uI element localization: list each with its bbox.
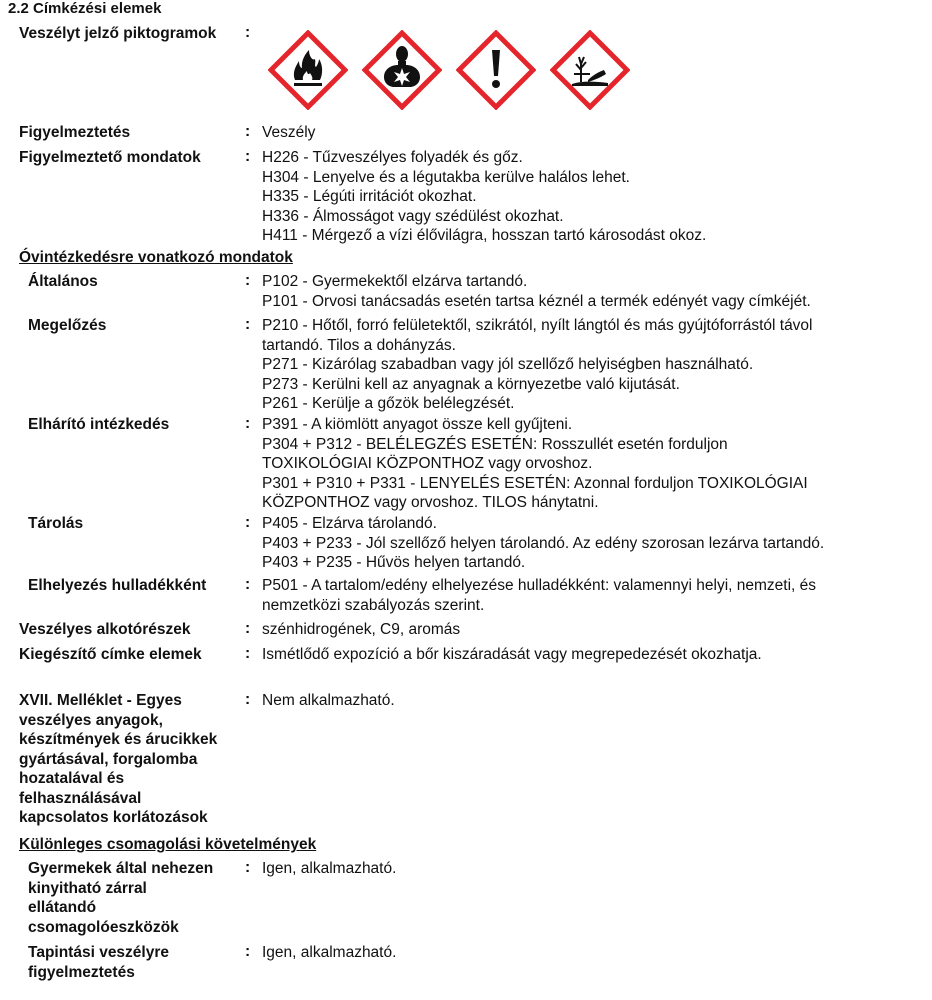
signal-word-label: Figyelmeztetés [19,124,131,141]
signal-word-value: Veszély [262,124,316,141]
general-colon: : [245,272,251,289]
precautionary-statement: P101 - Orvosi tanácsadás esetén tartsa kéznél a termék edényét vagy címkéjét. [262,292,811,310]
pictograms-label: Veszélyt jelző piktogramok [19,25,217,42]
health-hazard-icon [362,30,442,110]
prevention-label: Megelőzés [28,317,107,334]
general-label: Általános [28,273,98,290]
supplemental-label: Kiegészítő címke elemek [19,646,202,663]
precautionary-statement: P391 - A kiömlött anyagot össze kell gyűjteni. [262,416,573,433]
precautionary-statement: P501 - A tartalom/edény elhelyezése hulladékként: valamennyi helyi, nemzeti, és [262,577,817,594]
precautionary-statement: P271 - Kizárólag szabadban vagy jól szellőző helyiségben használható. [262,356,754,373]
precautionary-statement: P405 - Elzárva tárolandó. [262,515,437,532]
disposal-colon: : [245,576,251,593]
prevention-colon: : [245,316,251,333]
response-label: Elhárító intézkedés [28,416,170,433]
storage-label: Tárolás [28,515,84,532]
packaging-heading: Különleges csomagolási követelmények [19,836,317,853]
hazard-statement: H336 - Álmosságot vagy szédülést okozhat. [262,207,564,225]
disposal-statements [262,576,816,615]
general-statements [262,272,811,311]
tactile-warning-value: Igen, alkalmazható. [262,944,397,961]
signal-word-colon: : [245,123,251,140]
exclamation-mark-icon [456,30,536,110]
environment-icon [550,30,630,110]
precautionary-statement: P102 - Gyermekektől elzárva tartandó. [262,273,528,290]
hazard-statements-label: Figyelmeztető mondatok [19,149,201,166]
precautionary-statement: KÖZPONTHOZ vagy orvoshoz. TILOS hánytatni. [262,494,599,511]
hazardous-components-label: Veszélyes alkotórészek [19,621,191,638]
pictograms-colon: : [245,24,251,41]
annex-xvii-colon: : [245,691,251,708]
hazardous-components-colon: : [245,620,251,637]
tactile-warning-label: Tapintási veszélyre figyelmeztetés [28,944,170,981]
precautionary-statement: P210 - Hőtől, forró felületektől, szikrától, nyílt lángtól és más gyújtóforrástól távol [262,317,813,334]
precautionary-statement: tartandó. Tilos a dohányzás. [262,336,456,354]
tactile-warning-colon: : [245,943,251,960]
storage-colon: : [245,514,251,531]
hazard-statement: H411 - Mérgező a vízi élővilágra, hosszan tartó károsodást okoz. [262,227,707,244]
supplemental-colon: : [245,645,251,662]
hazard-statement: H226 - Tűzveszélyes folyadék és gőz. [262,149,523,166]
precautionary-statement: P304 + P312 - BELÉLEGZÉS ESETÉN: Rosszullét esetén forduljon [262,435,728,453]
precautionary-heading: Óvintézkedésre vonatkozó mondatok [19,249,293,266]
response-colon: : [245,415,251,432]
precautionary-statement: P403 + P233 - Jól szellőző helyen tárolandó. Az edény szorosan lezárva tartandó. [262,534,825,552]
disposal-label: Elhelyezés hulladékként [28,577,207,594]
section-title: 2.2 Címkézési elemek [8,0,162,17]
precautionary-statement: P301 + P310 + P331 - LENYELÉS ESETÉN: Azonnal forduljon TOXIKOLÓGIAI [262,474,808,492]
precautionary-statement: P261 - Kerülje a gőzök belélegzését. [262,395,515,412]
hazard-statements-list [262,148,706,246]
hazard-statements-colon: : [245,148,251,165]
flame-icon [268,30,348,110]
child-resistant-colon: : [245,859,251,876]
annex-xvii-label: XVII. Melléklet - Egyes veszélyes anyagok, készítmények és árucikkek gyártásával, forgalomba hozatalával és felhasználásával kapcsolatos korlátozások [19,692,218,826]
precautionary-statement: P273 - Kerülni kell az anyagnak a környezetbe való kijutását. [262,375,680,393]
child-resistant-value: Igen, alkalmazható. [262,860,397,877]
storage-statements [262,514,824,573]
hazard-statement: H335 - Légúti irritációt okozhat. [262,188,477,205]
annex-xvii-value: Nem alkalmazható. [262,692,395,709]
precautionary-statement: TOXIKOLÓGIAI KÖZPONTHOZ vagy orvoshoz. [262,455,593,472]
precautionary-statement: nemzetközi szabályozás szerint. [262,596,485,614]
response-statements [262,415,808,513]
precautionary-statement: P403 + P235 - Hűvös helyen tartandó. [262,554,526,571]
prevention-statements [262,316,813,414]
hazard-statement: H304 - Lenyelve és a légutakba kerülve halálos lehet. [262,168,630,186]
supplemental-value: Ismétlődő expozíció a bőr kiszáradását vagy megrepedezését okozhatja. [262,646,762,663]
child-resistant-label: Gyermekek által nehezen kinyitható zárral ellátandó csomagolóeszközök [28,860,214,936]
hazardous-components-value: szénhidrogének, C9, aromás [262,621,461,638]
